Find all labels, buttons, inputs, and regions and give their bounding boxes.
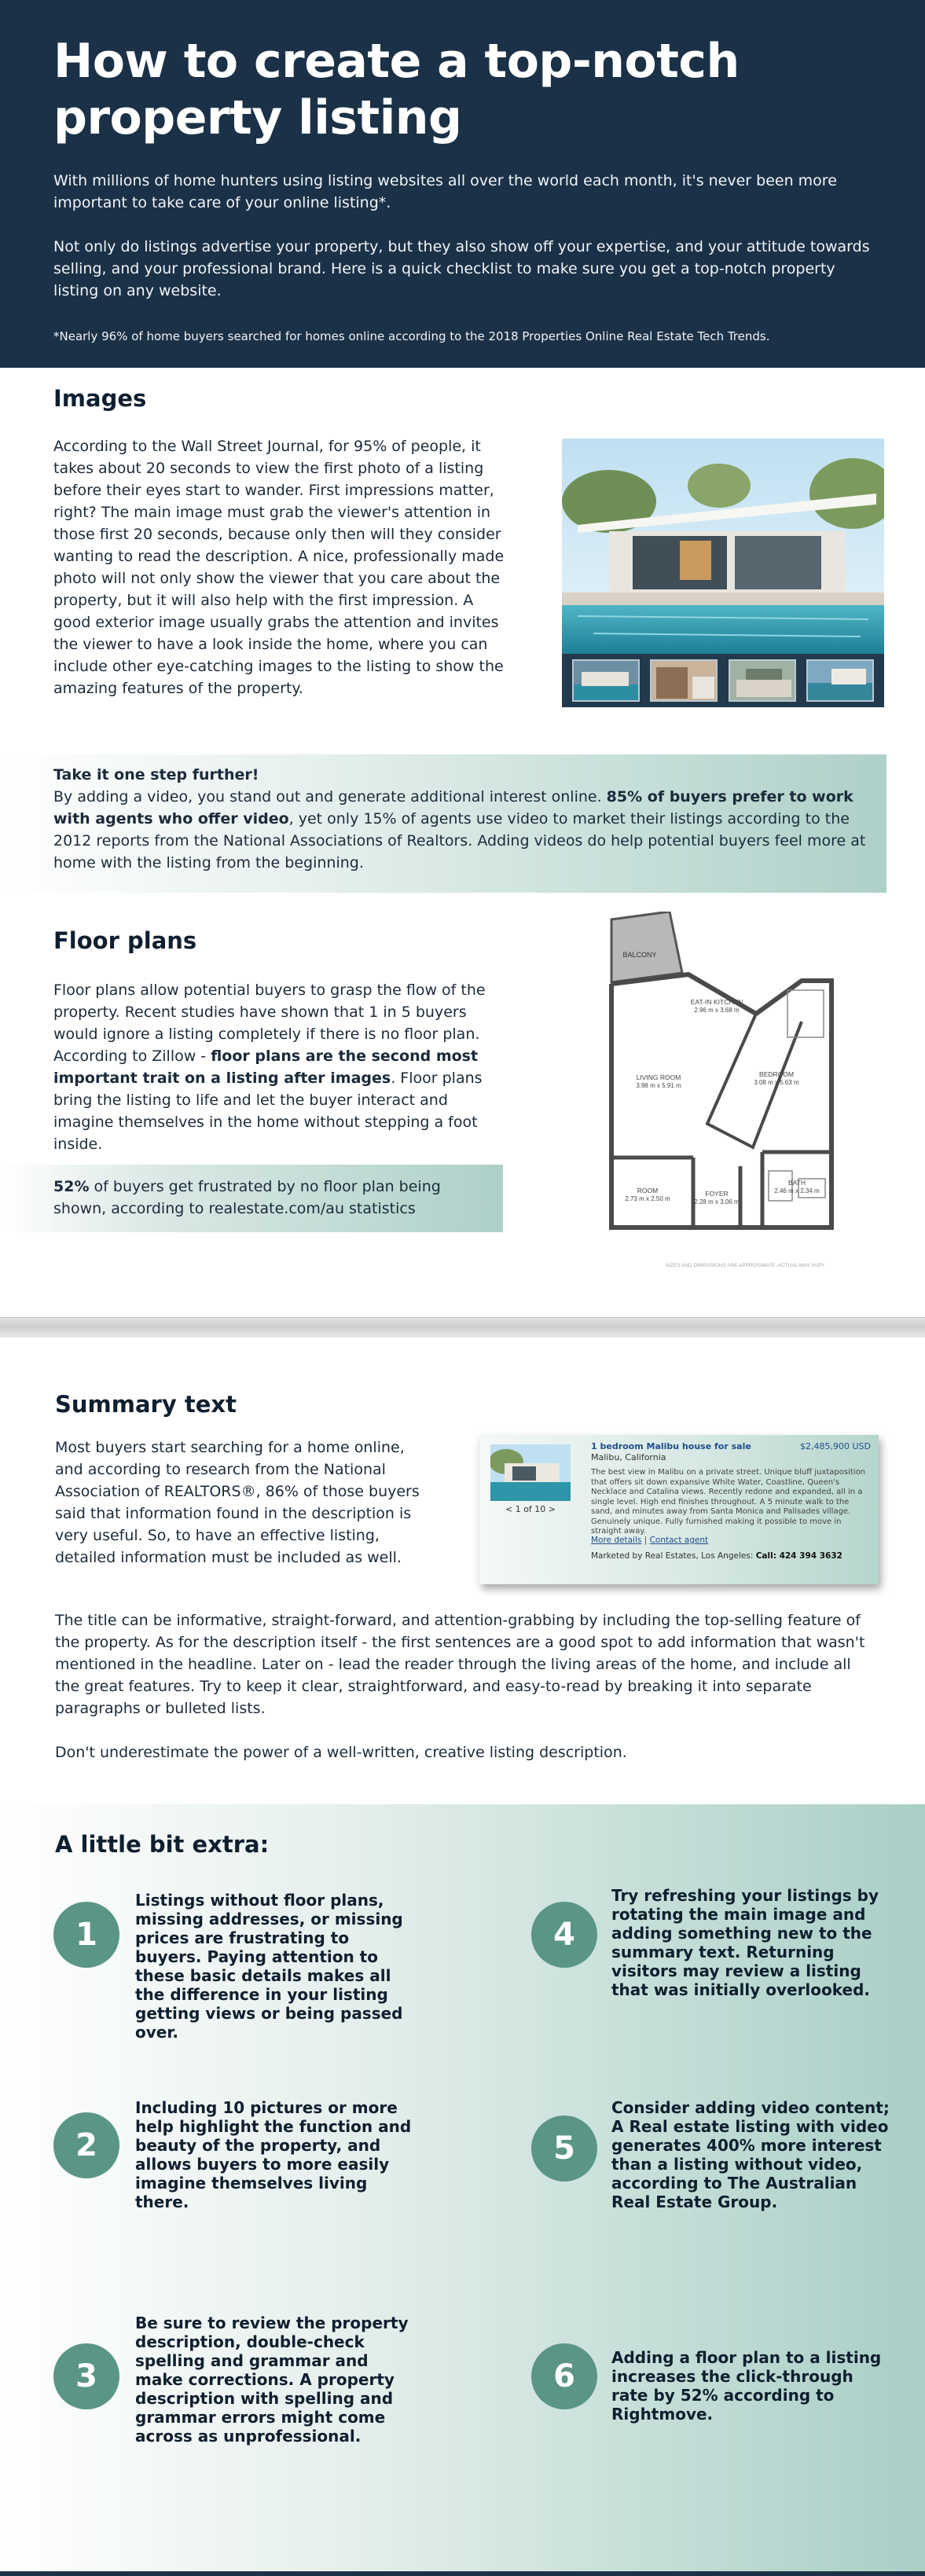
plan-living-dimensions: 3.98 m x 5.91 m: [636, 1082, 681, 1089]
listing-card-location: Malibu, California: [591, 1452, 666, 1462]
images-body: According to the Wall Street Journal, for 95% of people, it takes about 20 seconds to view the first photo of a listing before their eyes start to wander. First impressions matter, right? The main image must grab the viewer's attention in those first 20 seconds, because only then will they consider wanting to read the description. A nice, professionally made photo will not only show the viewer that you care about the property, but it will also help with the first impression. A good exterior image usually grabs the attention and invites the viewer to have a look inside the home, where you can include other eye-catching images to the listing to show the amazing features of the property.: [53, 438, 505, 697]
floor-plan-diagram: [599, 912, 850, 1273]
plan-room-dimensions: 2.73 m x 2.50 m: [625, 1195, 670, 1202]
extra-heading: A little bit extra:: [55, 1831, 270, 1858]
plan-room-label: ROOM: [637, 1187, 659, 1194]
thumbnail[interactable]: [806, 659, 874, 702]
agent-phone[interactable]: Call: 424 394 3632: [755, 1551, 842, 1561]
listing-card-title[interactable]: 1 bedroom Malibu house for sale: [591, 1441, 751, 1451]
plan-balcony-label: BALCONY: [622, 951, 657, 959]
floor-plan-drawing: [599, 912, 850, 1273]
listing-card-description: The best view in Malibu on a private street. Unique bluff juxtaposition that offers sit down expansive White Water, Coastline, Queen's Necklace and Catalina views. Recently redone and expanded, all in a single level. High end finishes throughout. A 5 minute walk to the sand, and minutes away from Santa Monica and Palisades village. Genuinely unique. Fully furnished making it possible to move in straight away.: [591, 1468, 866, 1536]
more-details-link[interactable]: More details: [591, 1536, 642, 1545]
tip-text: Listings without floor plans, missing addresses, or missing prices are frustrating to buyers. Paying attention to these basic details makes all the difference in your listing getting views or being passed over.: [135, 1891, 403, 2042]
link-separator: |: [644, 1536, 648, 1545]
plan-bath-dimensions: 2.46 m x 2.34 m: [774, 1187, 820, 1194]
listing-card-image[interactable]: [490, 1444, 571, 1501]
plan-bedroom-label: BEDROOM: [759, 1070, 794, 1078]
plan-living-label: LIVING ROOM: [636, 1073, 681, 1081]
property-photo: [562, 439, 884, 707]
plan-disclaimer: SIZES AND DIMENSIONS ARE APPROXIMATE, ACTUAL MAY VARY: [665, 1263, 825, 1268]
images-heading: Images: [53, 385, 147, 412]
tip-number-badge: 3: [53, 2343, 119, 2409]
stat-number: 52%: [53, 1178, 90, 1195]
video-callout: [0, 754, 886, 893]
thumbnail[interactable]: [729, 659, 796, 702]
floor-plans-highlight: floor plans are the second most important trait on a listing after images: [53, 1048, 479, 1087]
floor-plans-body: [53, 979, 509, 1155]
callout-heading: Take it one step further!: [53, 766, 259, 783]
listing-card-links: [591, 1536, 708, 1545]
thumbnail[interactable]: [650, 659, 718, 702]
page-title: How to create a top-notch property listing: [53, 34, 740, 145]
tip-number-badge: 5: [531, 2115, 597, 2182]
callout-text: By adding a video, you stand out and generate additional interest online.: [53, 788, 607, 805]
summary-body-3: Don't underestimate the power of a well-written, creative listing description.: [55, 1744, 627, 1761]
contact-agent-link[interactable]: Contact agent: [649, 1536, 709, 1545]
plan-foyer-dimensions: 2.28 m x 3.06 m: [694, 1198, 740, 1205]
plan-kitchen-label: EAT-IN KITCHEN: [690, 998, 743, 1006]
listing-card-agent: [591, 1551, 842, 1561]
tip-number-badge: 1: [53, 1902, 119, 1968]
summary-body-2: The title can be informative, straight-forward, and attention-grabbing by including the top-selling feature of the property. As for the description itself - the first sentences are a good spot to add information that wasn't mentioned in the headline. Later on - lead the reader through the living areas of the home, and include all the great features. Try to keep it clear, straightforward, and easy-to-read by breaking it into separate paragraphs or bulleted lists.: [55, 1612, 865, 1717]
house-exterior-image: [562, 439, 884, 654]
plan-kitchen-dimensions: 2.96 m x 3.68 m: [694, 1007, 740, 1014]
thumbnail[interactable]: [572, 659, 640, 702]
photo-thumbnails: [562, 654, 884, 707]
extra-tips-section: [0, 1804, 925, 2576]
tip-text: Including 10 pictures or more help highlight the function and beauty of the property, and allows buyers to more easily imagine themselves living there.: [135, 2098, 412, 2211]
section-divider: [0, 1317, 925, 1338]
floor-plan-stat-callout: [0, 1165, 503, 1232]
hero-header: [0, 0, 925, 368]
hero-intro: With millions of home hunters using listing websites all over the world each month, it's never been more important to take care of your online listing*.: [53, 172, 837, 211]
tip-number-badge: 2: [53, 2112, 119, 2178]
plan-bath-label: BATH: [787, 1179, 806, 1187]
tip-number-badge: 6: [531, 2343, 597, 2409]
listing-card-pager[interactable]: < 1 of 10 >: [505, 1504, 556, 1514]
agent-text: Marketed by Real Estates, Los Angeles:: [591, 1551, 756, 1561]
tip-text: Adding a floor plan to a listing increases the click-through rate by 52% according to Rightmove.: [611, 2348, 882, 2424]
floor-plans-text: Floor plans allow potential buyers to grasp the flow of the property. Recent studies have shown that 1 in 5 buyers would ignore a listing completely if there is no floor plan. According to Zillow -: [53, 982, 486, 1065]
tip-number-badge: 4: [531, 1902, 597, 1968]
callout-text-continued: , yet only 15% of agents use video to market their listings according to the 2012 reports from the National Associations of Realtors. Adding videos do help potential buyers feel more at home with the listing from the beginning.: [53, 810, 866, 872]
callout-highlight: 85% of buyers prefer to work with agents who offer video: [53, 788, 853, 827]
listing-card-price: $2,485,900 USD: [800, 1441, 871, 1451]
floor-plans-heading: Floor plans: [53, 927, 197, 954]
plan-bedroom-dimensions: 3.08 m x 5.63 m: [754, 1079, 799, 1086]
tip-text: Try refreshing your listings by rotating the main image and adding something new to the summary text. Returning visitors may review a listing that was initially overlooked.: [611, 1886, 879, 1999]
stat-text: of buyers get frustrated by no floor plan being shown, according to realestate.com/au statistics: [53, 1178, 441, 1217]
summary-heading: Summary text: [55, 1391, 237, 1418]
plan-foyer-label: FOYER: [705, 1190, 729, 1198]
summary-body-1: Most buyers start searching for a home online, and according to research from the National Association of REALTORS®, 86% of those buyers said that information found in the description is very useful. So, to have an effective listing, detailed information must be included as well.: [55, 1439, 420, 1566]
floor-plans-text-continued: . Floor plans bring the listing to life and let the buyer interact and imagine themselves in the home without stepping a foot inside.: [53, 1070, 483, 1153]
tip-text: Consider adding video content; A Real estate listing with video generates 400% more interest than a listing without video, according to The Australian Real Estate Group.: [611, 2098, 890, 2211]
hero-footnote: *Nearly 96% of home buyers searched for homes online according to the 2018 Properties Online Real Estate Tech Trends.: [53, 329, 770, 343]
hero-paragraph: Not only do listings advertise your property, but they also show off your expertise, and your attitude towards selling, and your professional brand. Here is a quick checklist to make sure you get a top-notch property listing on any website.: [53, 238, 870, 299]
tip-text: Be sure to review the property description, double-check spelling and grammar and make corrections. A property description with spelling and grammar errors might come across as unprofessional.: [135, 2314, 409, 2446]
listing-card-example: [479, 1435, 879, 1584]
bottom-bar: [0, 2571, 925, 2576]
